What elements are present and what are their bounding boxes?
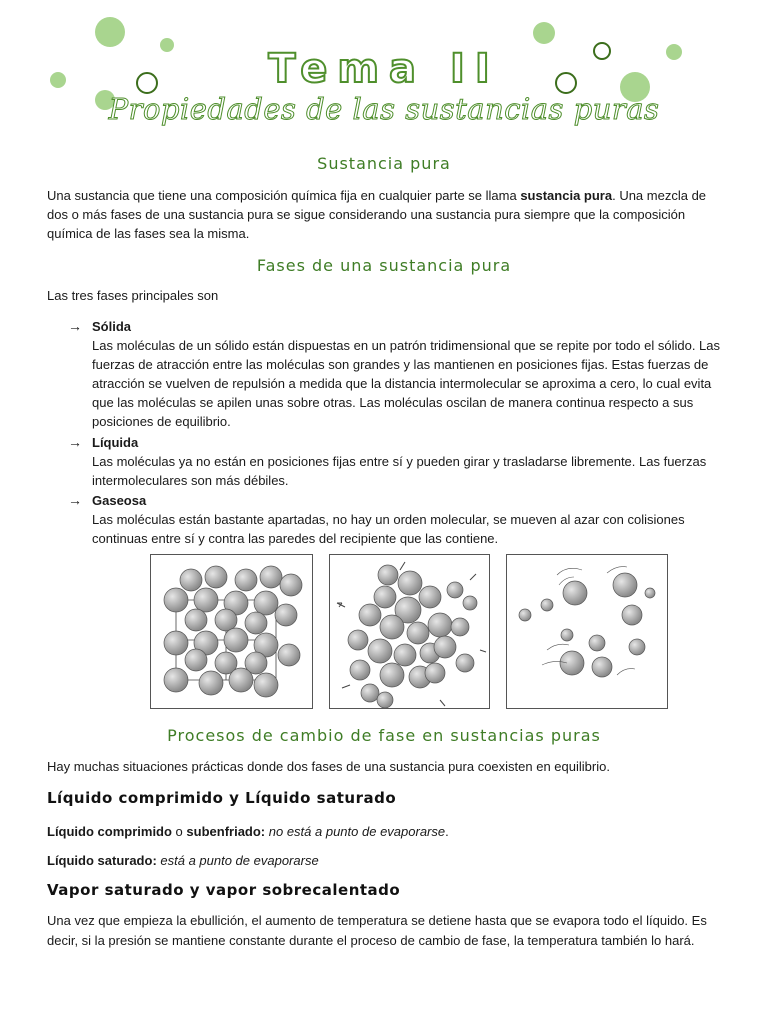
phase-item-liquid [92,433,732,490]
solid-molecules-image [151,555,312,708]
phase-title: Líquida [92,435,139,450]
solid-phase-illustration [150,554,313,709]
phases-intro: Las tres fases principales son [47,288,219,303]
gas-molecules-image [507,555,667,708]
processes-intro: Hay muchas situaciones prácticas donde dos fases de una sustancia pura coexisten en equilibrio. [47,759,610,774]
phase-title: Gaseosa [92,493,147,508]
phase-body: Las moléculas de un sólido están dispuestas en un patrón tridimensional que se repite por todo el sólido. Las fuerzas de atracción entre las moléculas son grandes y las mantienen en posiciones fijas. Estas fuerzas de atracción se vuelven de repulsión a medida que la distancia intermolecular se aproxima a cero, lo cual evita que las moléculas se apilen unas sobre otras. Las moléculas oscilan de manera continua respecto a sus posiciones de equilibrio. [92,338,721,429]
section-heading-phases: Fases de una sustancia pura [256,256,512,275]
vapor-paragraph: Una vez que empieza la ebullición, el aumento de temperatura se detiene hasta que se evapora todo el líquido. Es decir, si la presión se mantiene constante durante el proceso de cambio de fase, la temperatura también lo hará. [47,913,707,948]
section-heading-processes: Procesos de cambio de fase en sustancias puras [167,726,601,745]
decor-dot [95,17,125,47]
liquid-molecules-image [330,555,489,708]
page-title: Tema II [268,46,500,92]
saturated-liquid-line: Líquido saturado: está a punto de evaporarse [47,853,319,868]
pure-definition: Una sustancia que tiene una composición química fija en cualquier parte se llama sustancia pura. Una mezcla de dos o más fases de una sustancia pura se sigue considerando una sustancia pura siempre que la composición química de las fases sea la misma. [47,188,707,241]
decor-dot [533,22,555,44]
phase-item-solid [92,317,732,431]
phase-title: Sólida [92,319,132,334]
subheading-vapor: Vapor saturado y vapor sobrecalentado [47,881,401,899]
compressed-liquid-line: Líquido comprimido o subenfriado: no está a punto de evaporarse. [47,824,449,839]
phase-body: Las moléculas están bastante apartadas, no hay un orden molecular, se mueven al azar con colisiones continuas entre sí y contra las paredes del recipiente que las contiene. [92,512,685,546]
subheading-liquid: Líquido comprimido y Líquido saturado [47,789,397,807]
section-heading-pure: Sustancia pura [317,154,451,173]
page-subtitle: Propiedades de las sustancias puras [108,92,660,126]
arrow-icon: → [68,434,82,450]
phase-item-gas [92,491,732,548]
arrow-icon: → [68,318,82,334]
arrow-icon: → [68,492,82,508]
liquid-phase-illustration [329,554,490,709]
gas-phase-illustration [506,554,668,709]
phase-body: Las moléculas ya no están en posiciones fijas entre sí y pueden girar y trasladarse libremente. Las fuerzas intermoleculares son más débiles. [92,454,707,488]
